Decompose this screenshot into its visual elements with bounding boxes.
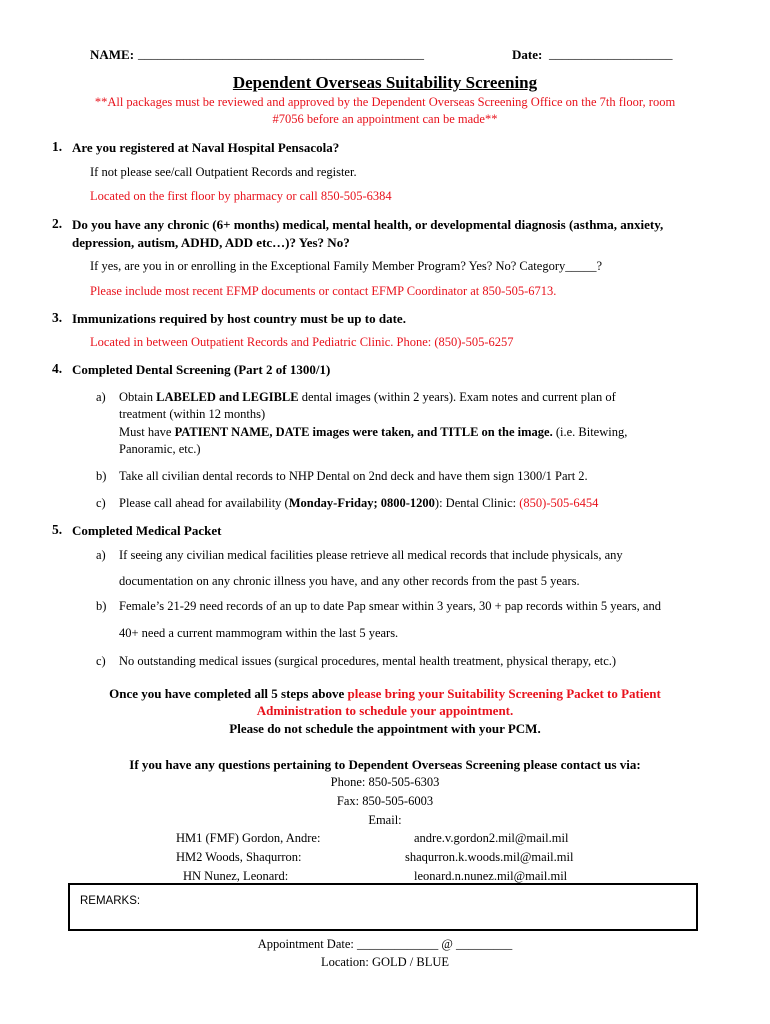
date-field[interactable]: ___________________ <box>549 46 673 61</box>
q4-b-letter: b) <box>96 469 107 483</box>
contact-phone: Phone: 850-505-6303 <box>330 775 440 789</box>
q1-text: If not please see/call Outpatient Records and register. <box>90 165 357 179</box>
contact-name: HM2 Woods, Shaqurron: <box>176 850 302 864</box>
q5-a-line-2: documentation on any chronic illness you have, and any other records from the past 5 years. <box>119 574 580 588</box>
notice-line-2: #7056 before an appointment can be made** <box>272 112 498 126</box>
contact-name: HM1 (FMF) Gordon, Andre: <box>176 831 321 845</box>
q4-c-letter: c) <box>96 496 106 510</box>
q4-a-letter: a) <box>96 390 106 404</box>
page-title: Dependent Overseas Suitability Screening <box>232 73 538 92</box>
appointment-location: Location: GOLD / BLUE <box>320 955 450 969</box>
contact-email[interactable]: andre.v.gordon2.mil@mail.mil <box>414 831 569 845</box>
q2-question-line-1: Do you have any chronic (6+ months) medical, mental health, or developmental diagnosis (asthma, anxiety, <box>72 217 664 232</box>
q5-b-letter: b) <box>96 599 107 613</box>
remarks-label: REMARKS: <box>80 895 141 907</box>
q3-number: 3. <box>52 310 63 325</box>
closing-line-2: Administration to schedule your appointment. <box>256 703 514 718</box>
q2-number: 2. <box>52 216 63 231</box>
q1-number: 1. <box>52 139 63 154</box>
notice-line-1: **All packages must be reviewed and approved by the Dependent Overseas Screening Office on the 7th floor, room <box>94 95 676 109</box>
q5-c-letter: c) <box>96 654 106 668</box>
q2-question-line-2: depression, autism, ADHD, ADD etc…)? Yes? No? <box>72 235 350 250</box>
contact-fax: Fax: 850-505-6003 <box>336 794 434 808</box>
q5-a-letter: a) <box>96 548 106 562</box>
contact-email-label: Email: <box>368 813 402 827</box>
q4-a-line-2: treatment (within 12 months) <box>119 407 266 421</box>
q5-a-line-1: If seeing any civilian medical facilities please retrieve all medical records that include physicals, any <box>119 548 623 562</box>
q4-c-text: Please call ahead for availability (Monday-Friday; 0800-1200): Dental Clinic: (850)-505-6454 <box>119 496 599 510</box>
q1-question: Are you registered at Naval Hospital Pensacola? <box>72 140 340 155</box>
q5-b-line-2: 40+ need a current mammogram within the last 5 years. <box>119 626 399 640</box>
q4-question: Completed Dental Screening (Part 2 of 1300/1) <box>72 362 331 377</box>
q3-question: Immunizations required by host country must be up to date. <box>72 311 406 326</box>
q5-c-text: No outstanding medical issues (surgical procedures, mental health treatment, physical therapy, etc.) <box>119 654 617 668</box>
q5-b-line-1: Female’s 21-29 need records of an up to date Pap smear within 3 years, 30 + pap records within 5 years, and <box>119 599 661 613</box>
q4-a-line-1: Obtain LABELED and LEGIBLE dental images (within 2 years). Exam notes and current plan of <box>119 390 616 404</box>
q5-question: Completed Medical Packet <box>72 523 222 538</box>
contact-email[interactable]: leonard.n.nunez.mil@mail.mil <box>414 869 568 883</box>
date-label: Date: <box>512 47 543 62</box>
q5-number: 5. <box>52 522 63 537</box>
closing-line-3: Please do not schedule the appointment with your PCM. <box>229 721 541 736</box>
appointment-date[interactable]: Appointment Date: _____________ @ _________ <box>257 937 513 951</box>
q4-a-line-4: Panoramic, etc.) <box>119 442 201 456</box>
name-field[interactable]: ____________________________________________ <box>138 46 424 61</box>
contact-email[interactable]: shaqurron.k.woods.mil@mail.mil <box>405 850 574 864</box>
remarks-box[interactable] <box>68 883 698 931</box>
name-label: NAME: <box>90 47 135 62</box>
contact-name: HN Nunez, Leonard: <box>183 869 289 883</box>
contact-heading: If you have any questions pertaining to Dependent Overseas Screening please contact us via: <box>129 757 641 772</box>
q2-red-note: Please include most recent EFMP documents or contact EFMP Coordinator at 850-505-6713. <box>90 284 557 298</box>
q4-a-line-3: Must have PATIENT NAME, DATE images were taken, and TITLE on the image. (i.e. Bitewing, <box>119 425 628 439</box>
q1-red-note: Located on the first floor by pharmacy or call 850-505-6384 <box>90 189 392 203</box>
closing-line-1: Once you have completed all 5 steps above please bring your Suitability Screening Packet to Patient <box>109 686 661 701</box>
q4-number: 4. <box>52 361 63 376</box>
q4-b-text: Take all civilian dental records to NHP Dental on 2nd deck and have them sign 1300/1 Part 2. <box>119 469 588 483</box>
q3-red-note: Located in between Outpatient Records and Pediatric Clinic. Phone: (850)-505-6257 <box>90 335 514 349</box>
q2-text: If yes, are you in or enrolling in the Exceptional Family Member Program? Yes? No? Category_____? <box>90 259 603 273</box>
